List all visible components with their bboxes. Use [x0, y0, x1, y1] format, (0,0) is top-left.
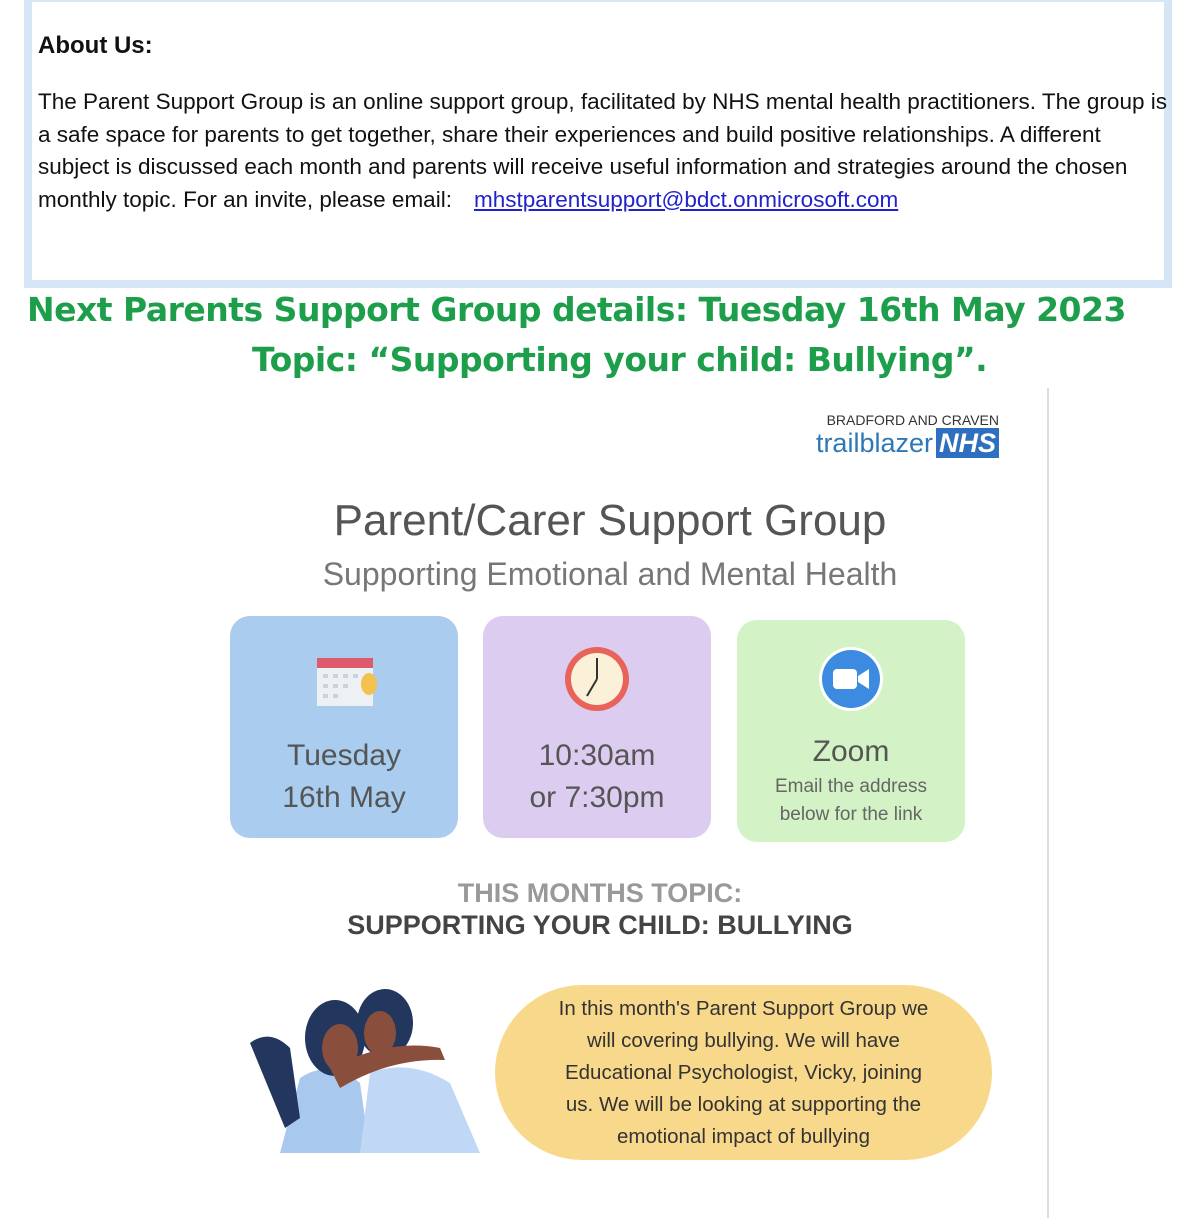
- topic-title: SUPPORTING YOUR CHILD: BULLYING: [347, 910, 853, 940]
- about-us-box: [24, 0, 1172, 288]
- brand: trailblazer: [815, 428, 933, 458]
- zoom-label: Zoom: [812, 735, 890, 768]
- zoom-note-2: below for the link: [779, 804, 923, 825]
- topic-label: THIS MONTHS TOPIC:: [457, 878, 743, 908]
- about-body: [38, 86, 1168, 216]
- next-group-details: Next Parents Support Group details: Tuesday 16th May 2023: [27, 290, 1126, 329]
- topic-line: Topic: “Supporting your child: Bullying”.: [252, 340, 988, 379]
- people-hugging-illustration: [240, 988, 480, 1153]
- bubble-line: us. We will be looking at supporting the: [565, 1093, 922, 1116]
- bubble-line: In this month's Parent Support Group we: [558, 997, 929, 1020]
- time-card: [483, 616, 711, 838]
- about-text: The Parent Support Group is an online support group, facilitated by NHS mental health practitioners. The group is a safe space for parents to get together, share their experiences and build positive relationships. A different subject is discussed each month and parents will receive useful information and strategies around the chosen monthly topic. For an invite, please email:: [38, 89, 1167, 212]
- bubble-line: Educational Psychologist, Vicky, joining: [564, 1061, 923, 1084]
- bubble-line: will covering bullying. We will have: [587, 1029, 900, 1052]
- about-heading: About Us:: [38, 32, 153, 59]
- date-day: Tuesday: [287, 739, 401, 772]
- zoom-icon: [818, 646, 884, 712]
- flyer-title: Parent/Carer Support Group: [333, 496, 887, 545]
- flyer: [150, 388, 1049, 1218]
- clock-icon: [562, 644, 632, 714]
- zoom-card: [737, 620, 965, 842]
- nhs-badge: NHS: [936, 428, 999, 458]
- date-card: [230, 616, 458, 838]
- time-evening: or 7:30pm: [529, 781, 665, 814]
- calendar-icon: [309, 652, 379, 708]
- time-morning: 10:30am: [538, 739, 656, 772]
- nhs-logo: [816, 428, 999, 459]
- zoom-note-1: Email the address: [774, 776, 928, 797]
- flyer-subtitle: Supporting Emotional and Mental Health: [322, 556, 898, 592]
- org-line: BRADFORD AND CRAVEN: [826, 412, 999, 428]
- bubble-line: emotional impact of bullying: [617, 1125, 870, 1148]
- description-bubble: [495, 985, 992, 1160]
- date-date: 16th May: [282, 781, 406, 814]
- email-link[interactable]: mhstparentsupport@bdct.onmicrosoft.com: [473, 186, 899, 212]
